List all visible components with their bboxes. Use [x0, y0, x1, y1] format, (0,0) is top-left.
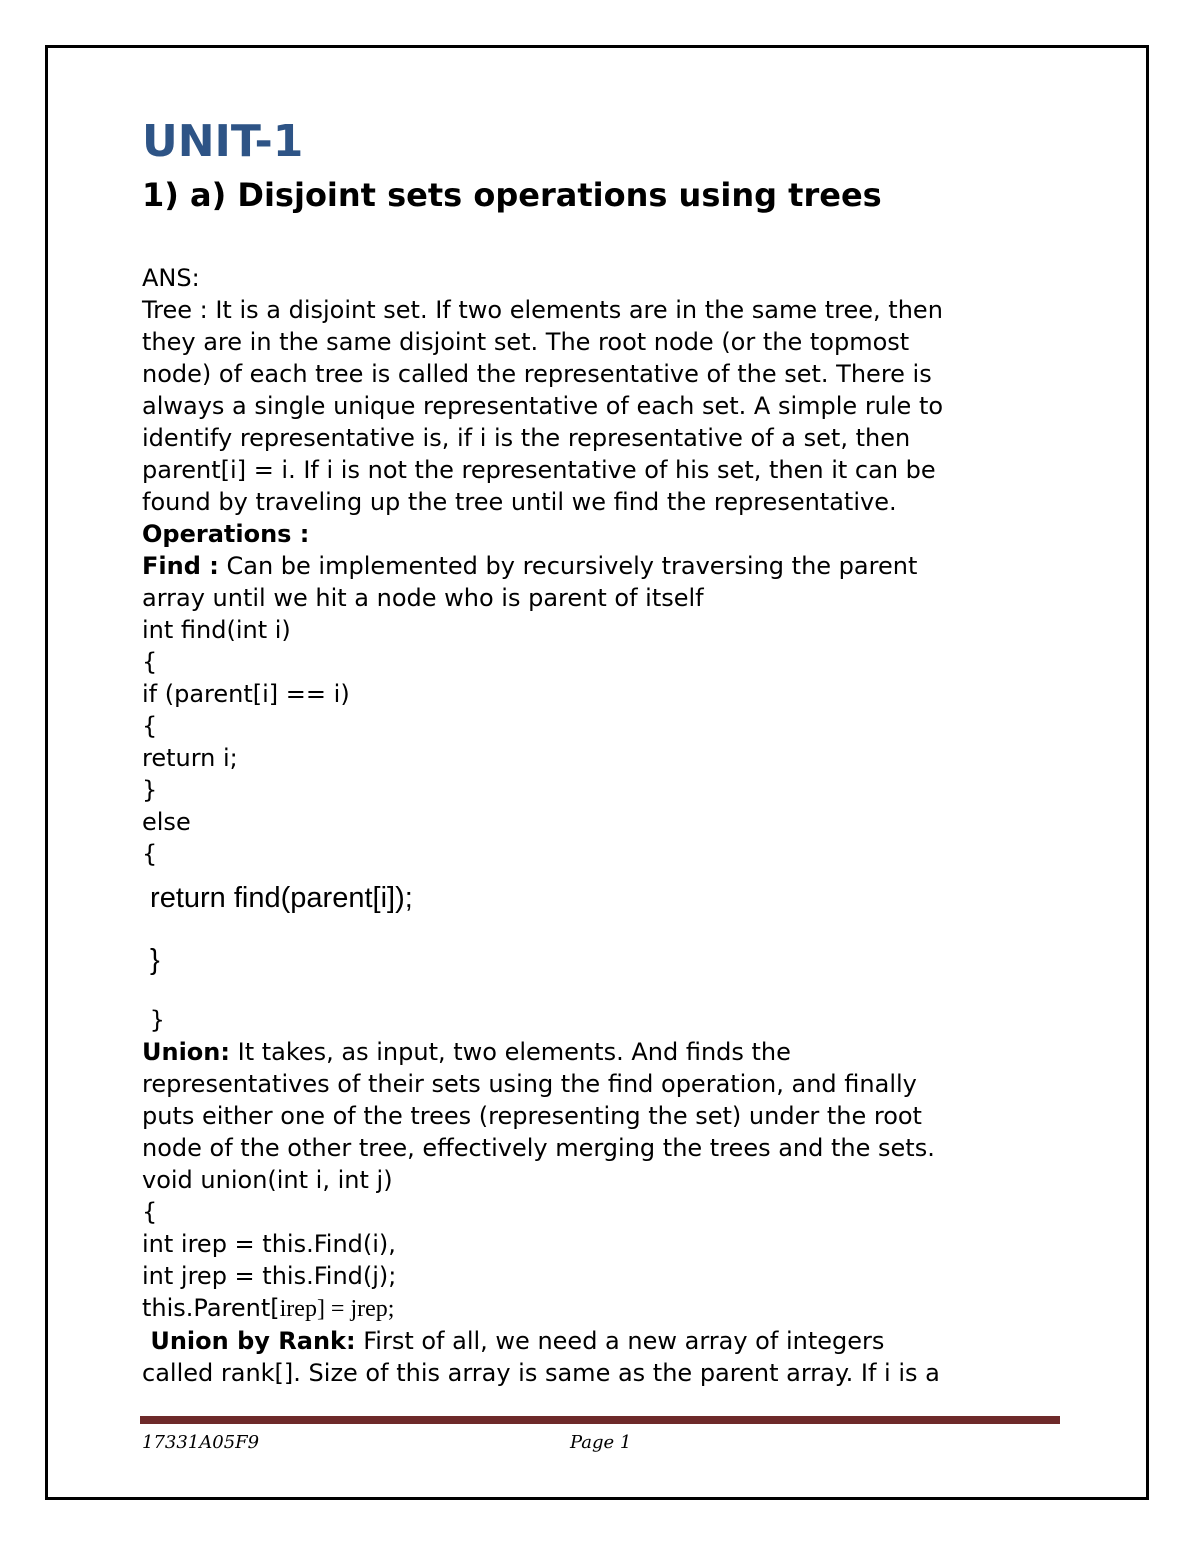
code-line: if (parent[i] == i) — [142, 680, 350, 708]
tree-para-line: identify representative is, if i is the representative of a set, then — [142, 424, 911, 452]
footer-id: 17331A05F9 — [142, 1432, 260, 1453]
find-desc-2: array until we hit a node who is parent of itself — [142, 584, 704, 612]
code-line: int find(int i) — [142, 616, 291, 644]
union-description — [142, 1036, 1072, 1068]
rank-label: Union by Rank: — [142, 1327, 356, 1355]
find-label: Find : — [142, 552, 219, 580]
find-desc-1: Can be implemented by recursively traversing the parent — [218, 552, 918, 580]
footer-page-number: Page 1 — [570, 1432, 632, 1453]
tree-para-line: found by traveling up the tree until we find the representative. — [142, 488, 897, 516]
code-line: int irep = this.Find(i), — [142, 1230, 396, 1258]
tree-para-line: node) of each tree is called the representative of the set. There is — [142, 360, 932, 388]
rank-desc-1: First of all, we need a new array of integers — [355, 1327, 885, 1355]
union-label: Union: — [142, 1038, 230, 1066]
union-desc-line: representatives of their sets using the find operation, and finally — [142, 1070, 917, 1098]
unit-title: UNIT-1 — [142, 116, 304, 167]
code-line: } — [142, 776, 158, 804]
tree-para-line: Tree : It is a disjoint set. If two elements are in the same tree, then — [142, 296, 943, 324]
answer-block — [142, 262, 1072, 1389]
code-line: void union(int i, int j) — [142, 1166, 393, 1194]
code-line: int jrep = this.Find(j); — [142, 1262, 397, 1290]
find-description — [142, 550, 1072, 582]
tree-para-line: always a single unique representative of each set. A simple rule to — [142, 392, 944, 420]
code-line: { — [142, 840, 158, 868]
code-part: irep] = jrep; — [279, 1296, 395, 1322]
find-code-block — [142, 614, 1072, 1036]
code-line: return i; — [142, 744, 238, 772]
footer-divider — [140, 1416, 1060, 1424]
code-part: this.Parent[ — [142, 1294, 280, 1322]
code-line — [142, 1292, 1072, 1325]
code-line: { — [142, 648, 158, 676]
code-line: else — [142, 808, 191, 836]
code-line: { — [142, 1198, 158, 1226]
question-heading: 1) a) Disjoint sets operations using trees — [142, 176, 882, 214]
code-line: } — [142, 944, 160, 976]
union-code-block — [142, 1164, 1072, 1325]
rank-desc-2: called rank[]. Size of this array is same as the parent array. If i is a — [142, 1359, 940, 1387]
tree-para-line: they are in the same disjoint set. The root node (or the topmost — [142, 328, 910, 356]
ans-label: ANS: — [142, 264, 200, 292]
code-line: { — [142, 712, 158, 740]
union-desc-line: puts either one of the trees (representing the set) under the root — [142, 1102, 922, 1130]
code-line: } — [142, 1006, 165, 1034]
rank-description — [142, 1325, 1072, 1357]
code-line: return find(parent[i]); — [142, 882, 413, 914]
operations-heading: Operations : — [142, 520, 310, 548]
document-body — [142, 112, 1072, 1389]
union-desc-line: node of the other tree, effectively merging the trees and the sets. — [142, 1134, 935, 1162]
union-desc-1: It takes, as input, two elements. And finds the — [229, 1038, 791, 1066]
tree-para-line: parent[i] = i. If i is not the representative of his set, then it can be — [142, 456, 936, 484]
